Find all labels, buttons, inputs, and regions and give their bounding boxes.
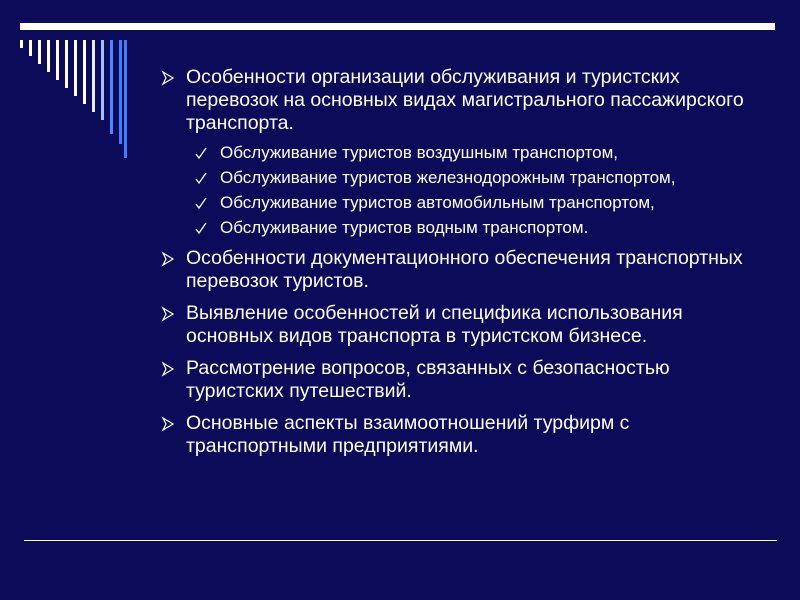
decorative-bar <box>38 40 41 64</box>
sub-bullet-item <box>186 218 768 238</box>
sub-bullet-item <box>186 143 768 163</box>
bullet-item <box>158 302 768 348</box>
arrowhead-outline-icon <box>160 66 176 89</box>
decorative-bar <box>124 40 127 158</box>
bullet-list <box>158 66 768 458</box>
sub-bullet-text: Обслуживание туристов воздушным транспортом, <box>220 143 619 162</box>
bullet-text: Выявление особенностей и специфика использования основных видов транспорта в туристском бизнесе. <box>186 302 683 347</box>
decorative-bar <box>47 40 50 72</box>
bullet-item <box>158 412 768 458</box>
bullet-item <box>158 66 768 238</box>
bullet-text: Основные аспекты взаимоотношений турфирм с транспортными предприятиями. <box>186 412 630 457</box>
decorative-bar <box>92 40 95 112</box>
decorative-bar <box>65 40 68 88</box>
checkmark-icon <box>194 170 208 186</box>
bullet-text: Рассмотрение вопросов, связанных с безопасностью туристских путешествий. <box>186 357 670 402</box>
sub-bullet-text: Обслуживание туристов водным транспортом. <box>220 218 589 237</box>
arrowhead-outline-icon <box>160 302 176 325</box>
sub-bullet-item <box>186 193 768 213</box>
decorative-bar <box>29 40 32 56</box>
decorative-bar <box>83 40 86 104</box>
bullet-list-container <box>158 66 768 467</box>
decorative-bar <box>110 40 113 134</box>
arrowhead-outline-icon <box>160 247 176 270</box>
sub-bullet-text: Обслуживание туристов железнодорожным транспортом, <box>220 168 676 187</box>
bullet-text: Особенности документационного обеспечения транспортных перевозок туристов. <box>186 247 743 292</box>
decorative-bar <box>119 40 122 144</box>
bottom-rule <box>24 540 777 541</box>
sub-bullet-item <box>186 168 768 188</box>
checkmark-icon <box>194 195 208 211</box>
checkmark-icon <box>194 145 208 161</box>
sub-bullet-text: Обслуживание туристов автомобильным транспортом, <box>220 193 655 212</box>
arrowhead-outline-icon <box>160 412 176 435</box>
sub-bullet-list <box>186 143 768 238</box>
bullet-text: Особенности организации обслуживания и туристских перевозок на основных видах магистрального пассажирского транспорта. <box>186 66 744 134</box>
decorative-bar <box>101 40 104 120</box>
decorative-bar <box>74 40 77 96</box>
decorative-bar <box>20 40 23 48</box>
arrowhead-outline-icon <box>160 357 176 380</box>
bullet-item <box>158 247 768 293</box>
decorative-bar <box>56 40 59 80</box>
checkmark-icon <box>194 220 208 236</box>
decorative-bars <box>0 0 140 170</box>
bullet-item <box>158 357 768 403</box>
